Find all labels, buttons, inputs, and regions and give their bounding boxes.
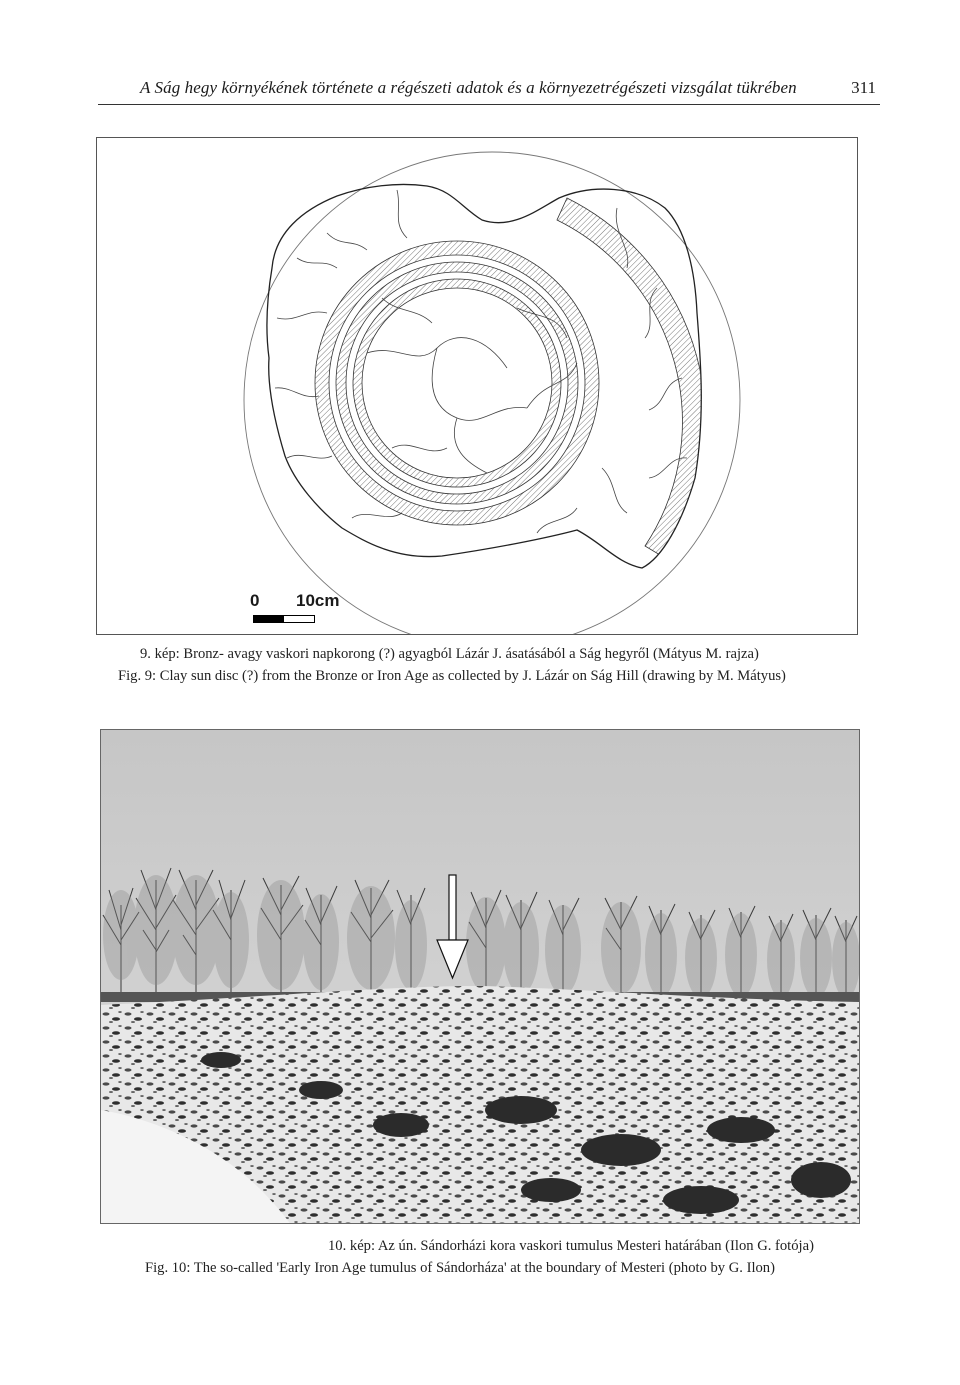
scale-bar-zero-label: 0 [250, 591, 260, 610]
scale-bar-end-label: 10cm [296, 591, 340, 610]
figure-10-photo [100, 729, 860, 1224]
page-number: 311 [851, 78, 876, 97]
middle-ring-band [341, 267, 573, 499]
running-title: A Ság hegy környékének története a régészeti adatok és a környezetrégészeti vizsgálat tükrében [140, 78, 797, 97]
figure-10-caption-hungarian: 10. kép: Az ún. Sándorházi kora vaskori tumulus Mesteri határában (Ilon G. fotója) [328, 1238, 814, 1254]
sun-disc-drawing [97, 138, 858, 635]
outer-rim-band [557, 198, 705, 558]
figure-10-caption-english: Fig. 10: The so-called 'Early Iron Age tumulus of Sándorháza' at the boundary of Mesteri (photo by G. Ilon) [145, 1260, 775, 1276]
outer-ring-band [322, 248, 592, 518]
tumulus-photo [101, 730, 860, 1224]
inner-ring-band [357, 283, 557, 483]
scale-bar [253, 615, 315, 623]
figure-9-drawing [96, 137, 858, 635]
running-header [98, 72, 880, 105]
figure-9-caption-english: Fig. 9: Clay sun disc (?) from the Bronze or Iron Age as collected by J. Lázár on Ság Hill (drawing by M. Mátyus) [118, 668, 786, 684]
figure-9-caption-hungarian: 9. kép: Bronz- avagy vaskori napkorong (?) agyagból Lázár J. ásatásából a Ság hegyről (Mátyus M. rajza) [140, 646, 759, 662]
